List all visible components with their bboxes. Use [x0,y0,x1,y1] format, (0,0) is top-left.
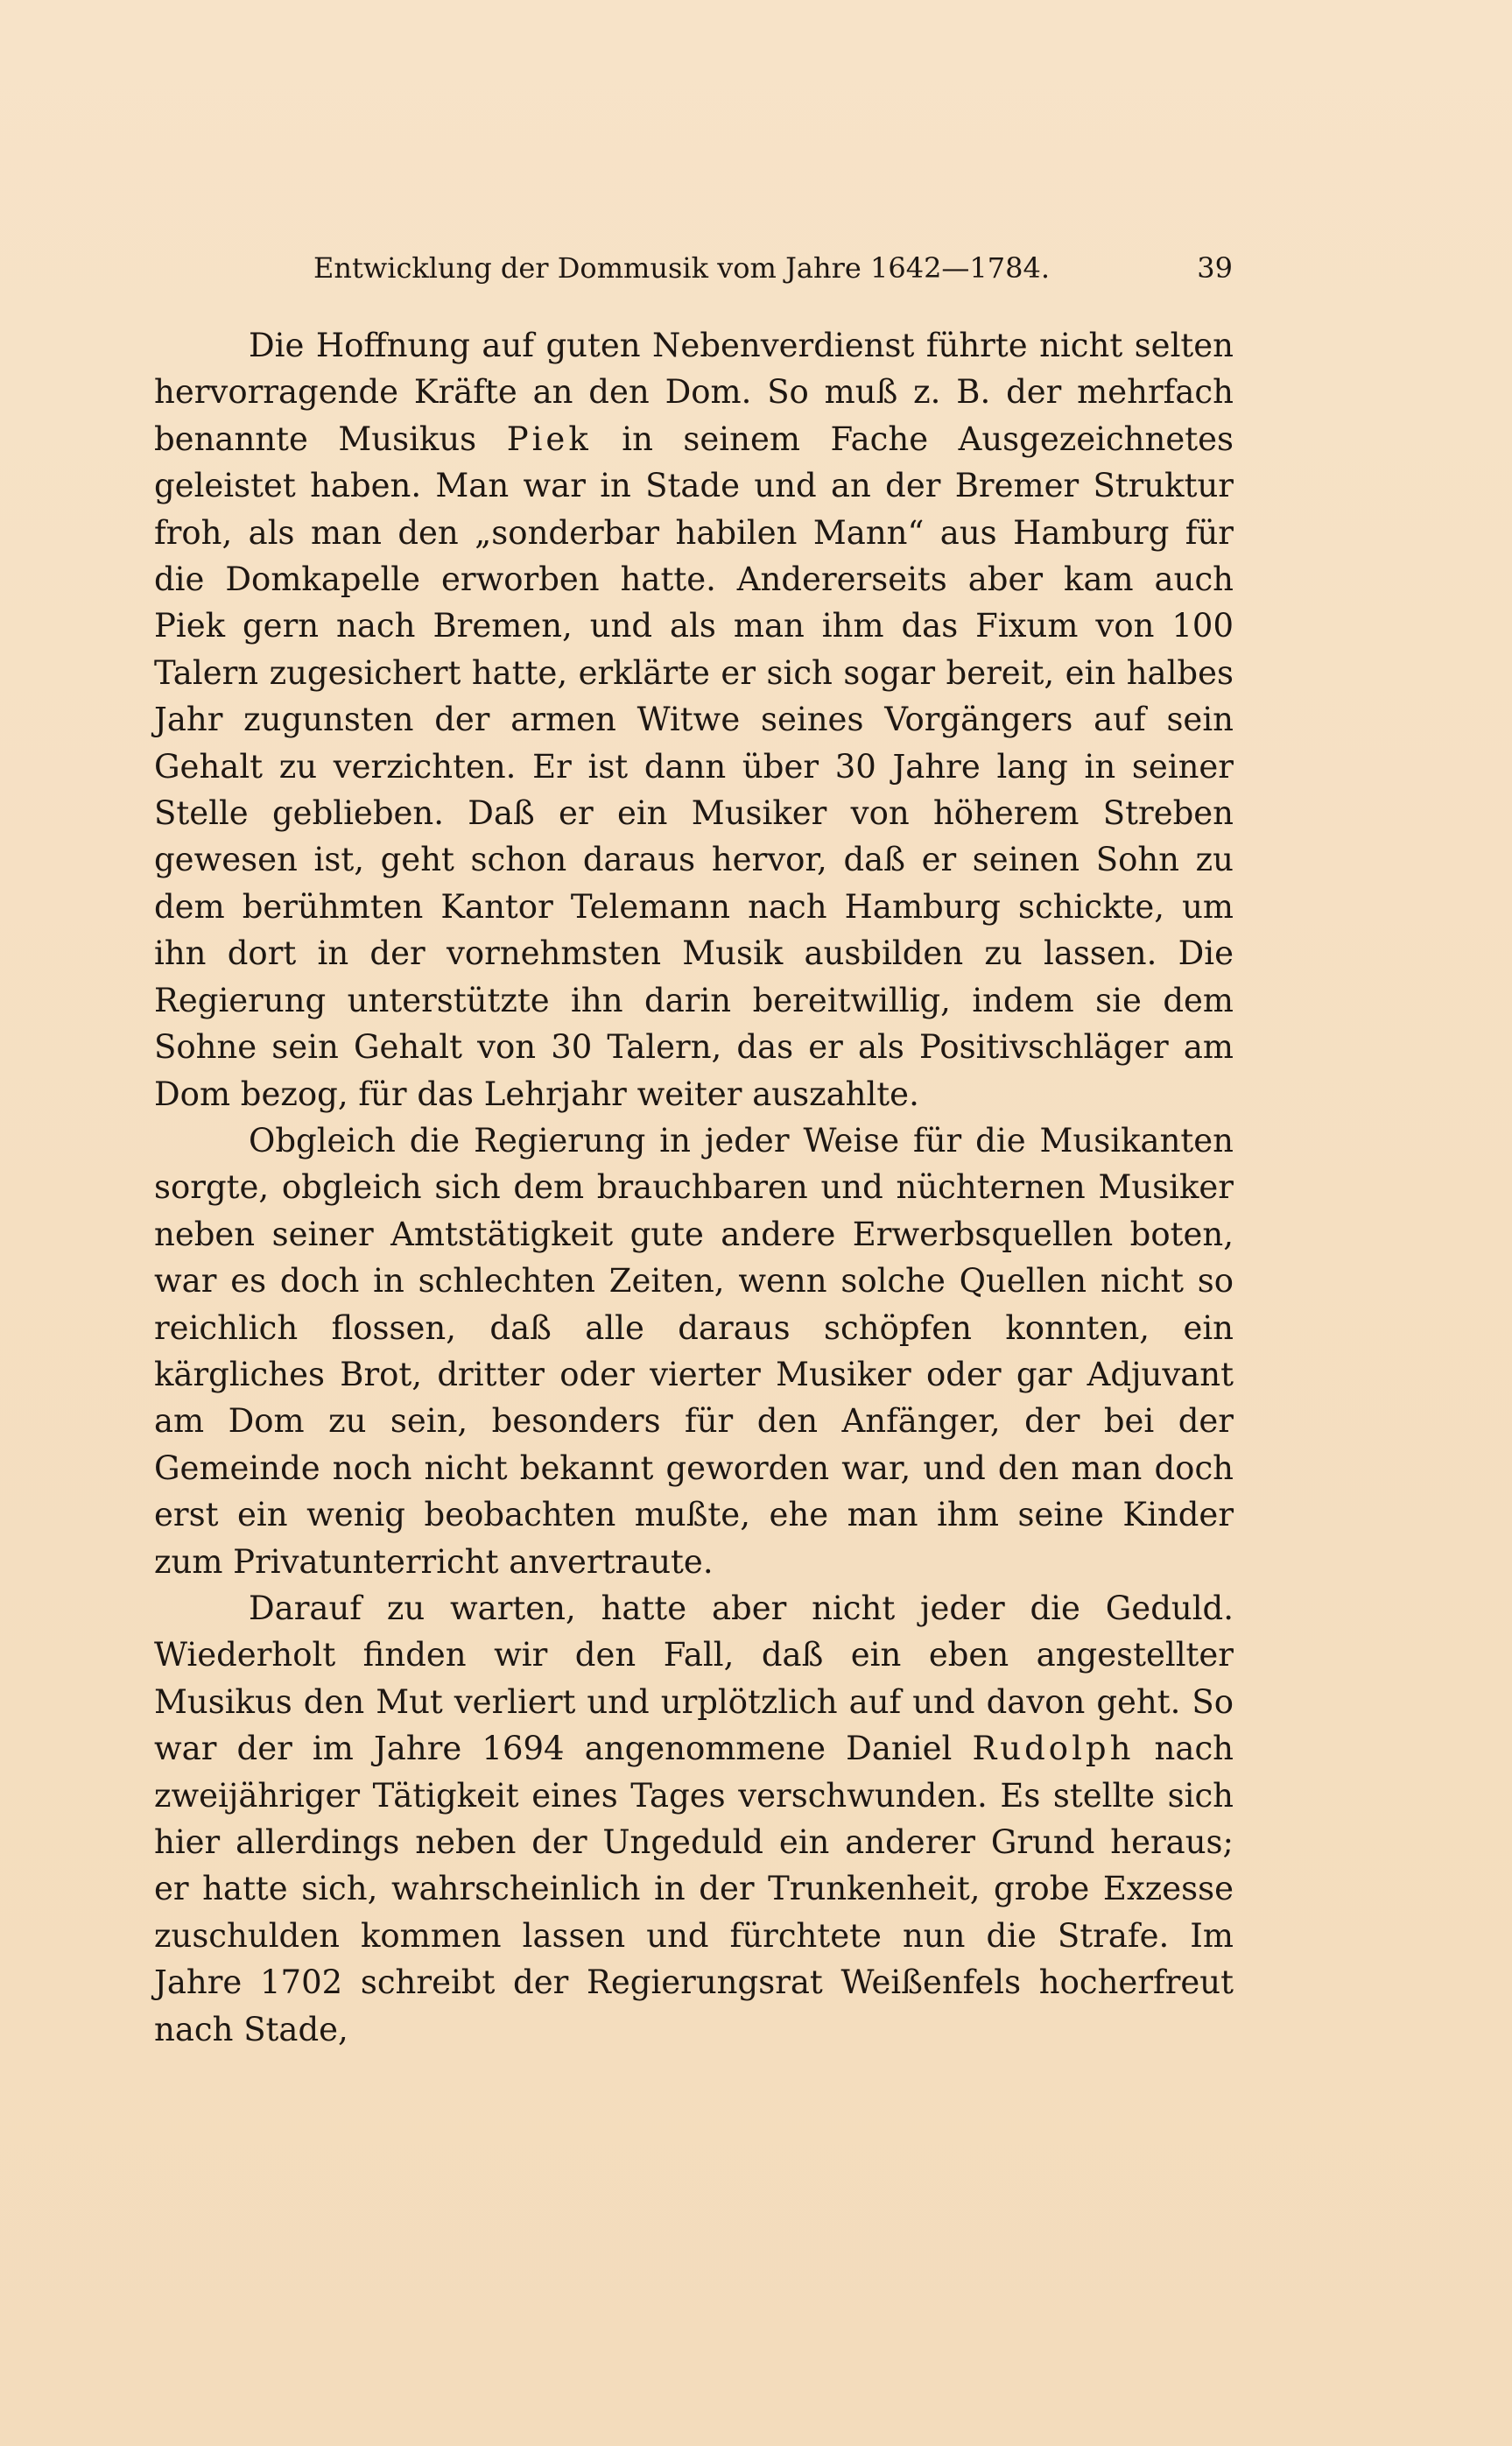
paragraph-text: Darauf zu warten, hatte aber nicht jeder die Geduld. Wiederholt finden wir den Fall, daß ein eben angestellter Musikus den Mut verliert und urplötzlich auf und davon geht. So war der im Jahre 1694 angenommene Daniel [154,1589,1234,1768]
paragraph-text: Die Hoffnung auf guten Nebenverdienst führte nicht selten hervorragende Kräfte an den Dom. So muß z. B. der mehrfach benannte Musikus [154,327,1234,458]
running-title: Entwicklung der Dommusik vom Jahre 1642—1784. [313,251,1051,285]
paragraph-text: in seinem Fache Ausgezeichnetes geleistet haben. Man war in Stade und an der Bremer Struktur froh, als man den „sonderbar habilen Mann“ aus Hamburg für die Domkapelle erworben hatte. Andererseits aber kam auch Piek gern nach Bremen, und als man ihm das Fixum von 100 Talern zugesichert hatte, erklärte er sich sogar bereit, ein halbes Jahr zugunsten der armen Witwe seines Vorgängers auf sein Gehalt zu verzichten. Er ist dann über 30 Jahre lang in seiner Stelle geblieben. Daß er ein Musiker von höherem Streben gewesen ist, geht schon daraus hervor, daß er seinen Sohn zu dem berühmten Kantor Telemann nach Hamburg schickte, um ihn dort in der vornehmsten Musik ausbilden zu lassen. Die Regierung unterstützte ihn darin bereitwillig, indem sie dem Sohne sein Gehalt von 30 Talern, das er als Positivschläger am Dom bezog, für das Lehrjahr weiter auszahlte. [154,419,1234,1113]
spaced-name-rudolph: Rudolph [972,1730,1135,1768]
paragraph [154,1117,1234,1585]
spaced-name-piek: Piek [506,419,592,458]
page-number: 39 [1197,251,1233,285]
running-head [313,243,1233,293]
body-text [154,322,1234,2053]
paragraph [154,1585,1234,2053]
paragraph-text: Obgleich die Regierung in jeder Weise für die Musikanten sorgte, obgleich sich dem brauchbaren und nüchternen Musiker neben seiner Amtstätigkeit gute andere Erwerbsquellen boten, war es doch in schlechten Zeiten, wenn solche Quellen nicht so reichlich flossen, daß alle daraus schöpfen konnten, ein kärgliches Brot, dritter oder vierter Musiker oder gar Adjuvant am Dom zu sein, besonders für den Anfänger, der bei der Gemeinde noch nicht bekannt geworden war, und den man doch erst ein wenig beobachten mußte, ehe man ihm seine Kinder zum Privatunterricht anvertraute. [154,1121,1234,1581]
paragraph [154,322,1234,1117]
paragraph-text: nach zweijähriger Tätigkeit eines Tages verschwunden. Es stellte sich hier allerdings neben der Ungeduld ein anderer Grund heraus; er hatte sich, wahrscheinlich in der Trunkenheit, grobe Exzesse zuschulden kommen lassen und fürchtete nun die Strafe. Im Jahre 1702 schreibt der Regierungsrat Weißenfels hocherfreut nach Stade, [154,1730,1234,2048]
